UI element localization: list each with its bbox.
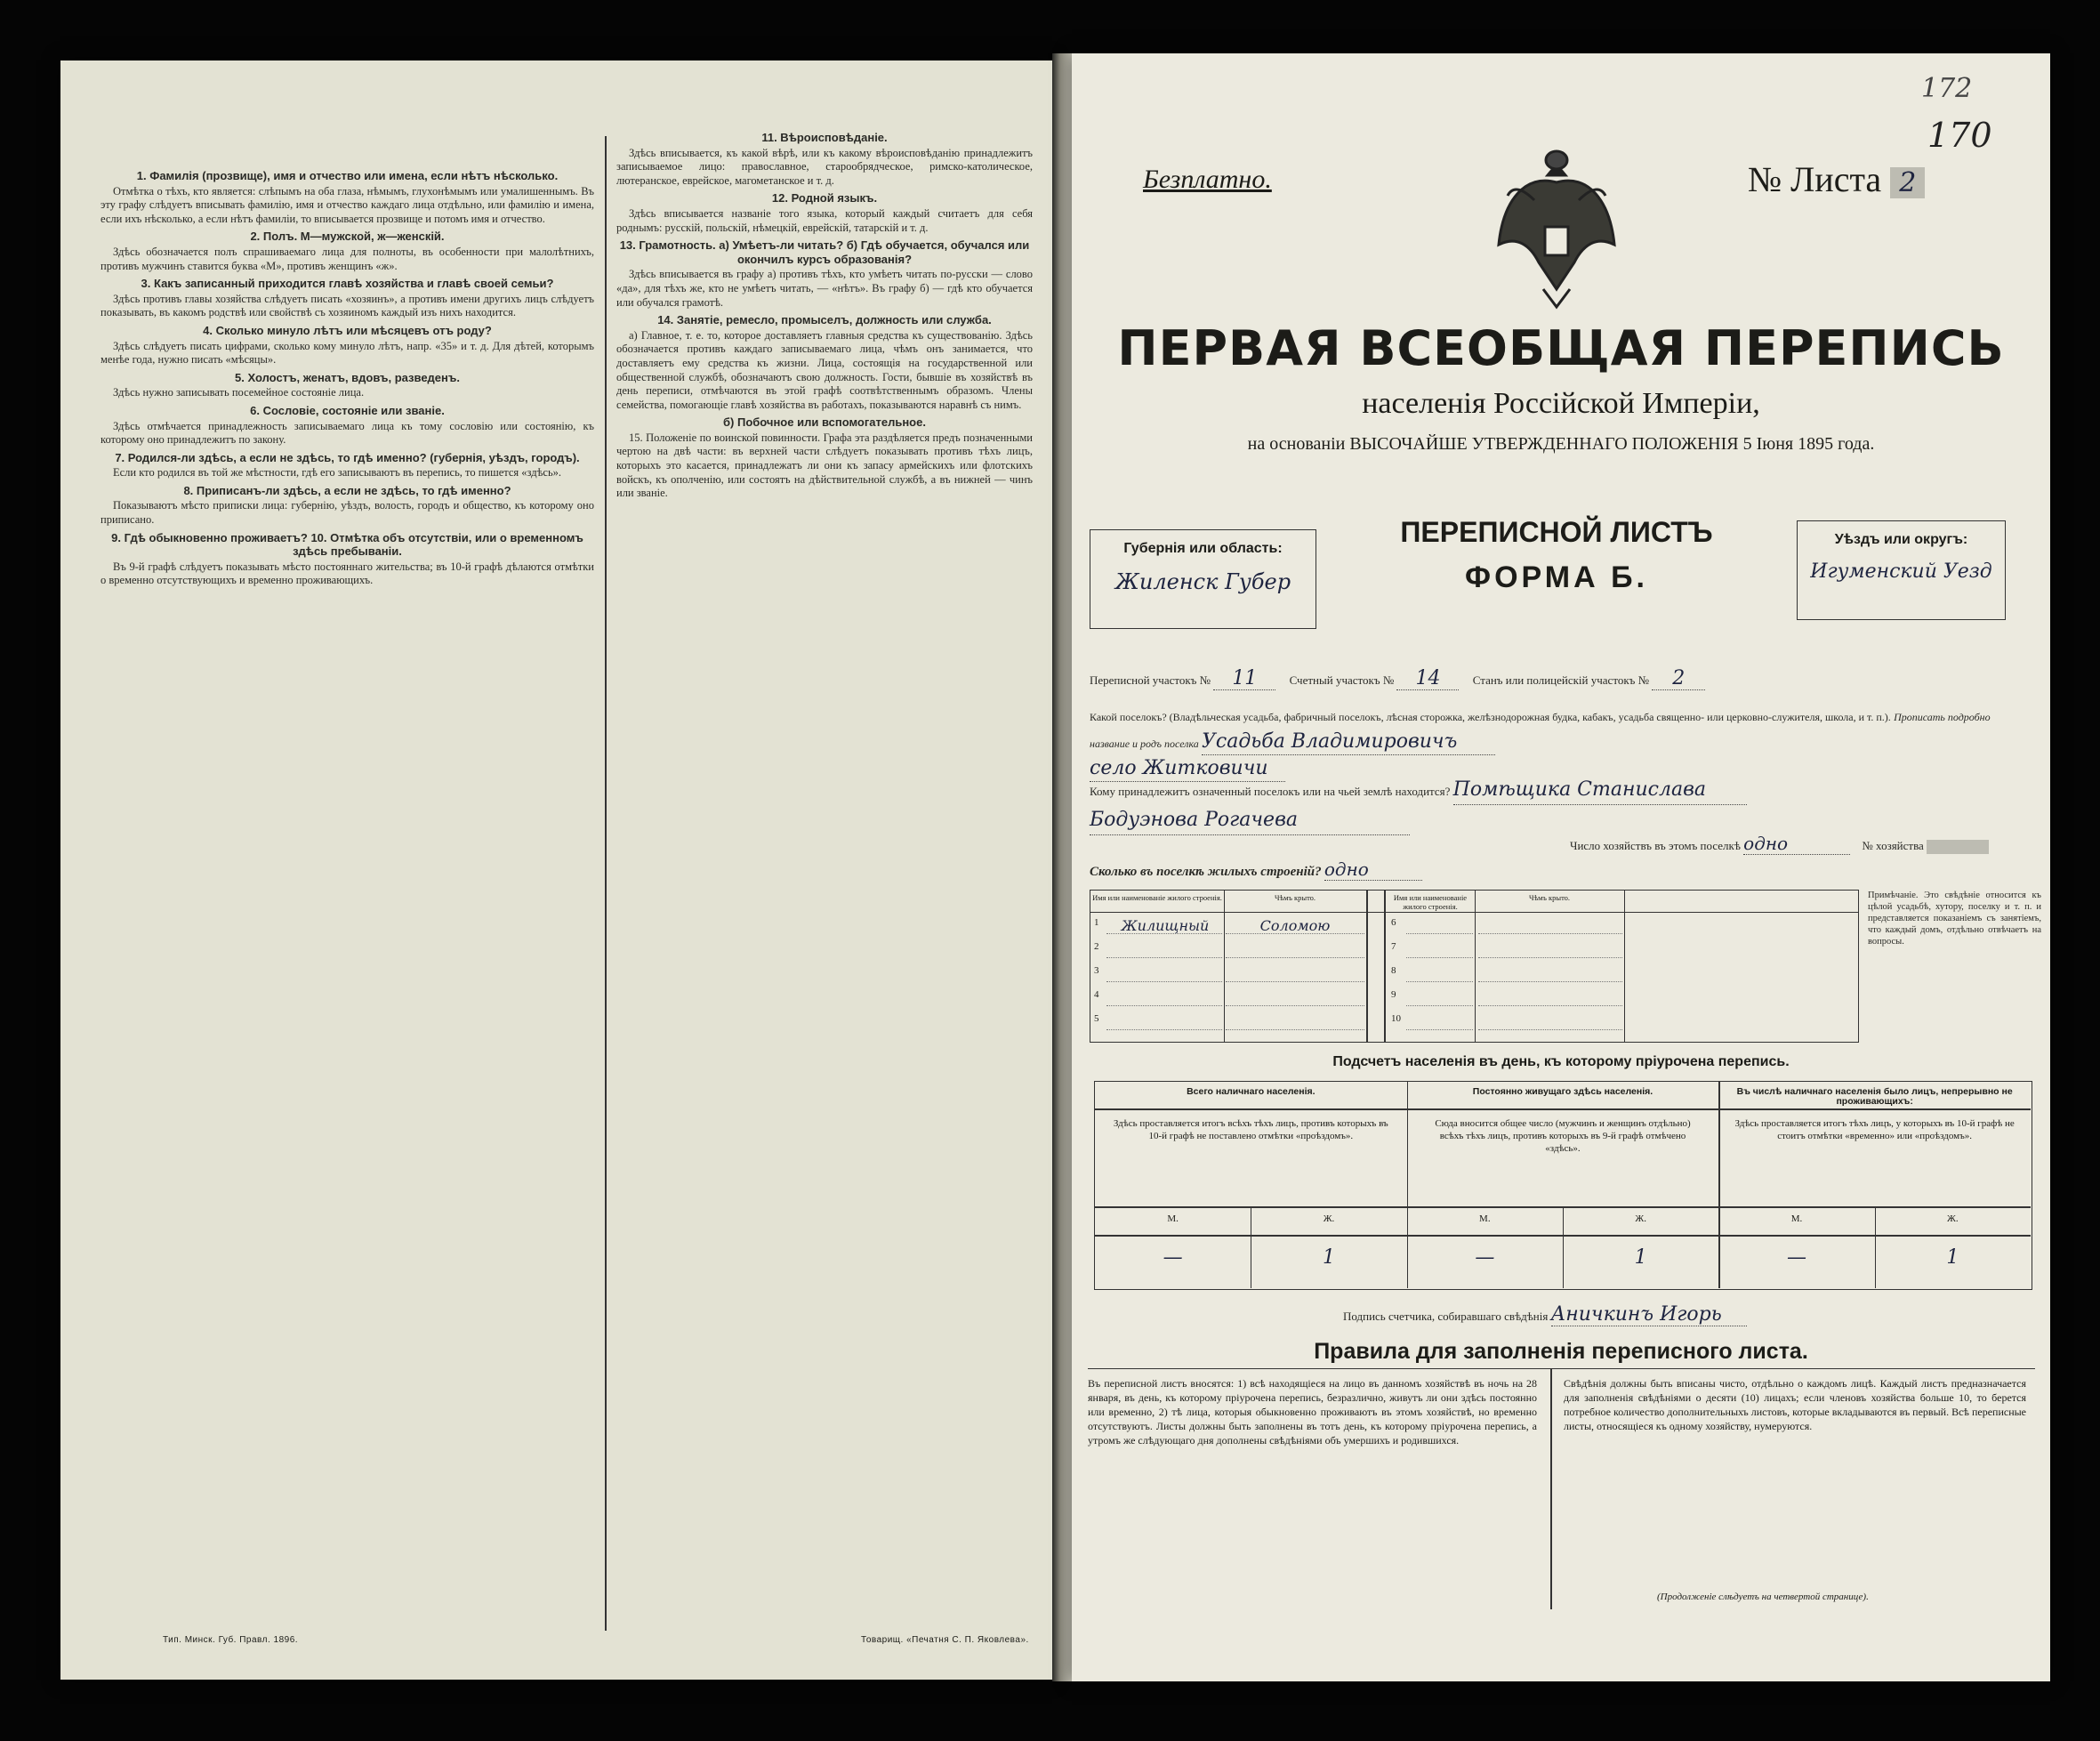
building-1-roof: Соломою [1259, 917, 1331, 934]
sheet-number-label: № Листа [1748, 159, 1882, 199]
table-rule [1406, 981, 1473, 982]
sex-count-value: — [1163, 1246, 1183, 1269]
table-rule [1475, 891, 1476, 1042]
buildings-line [1090, 858, 1422, 881]
table-rule [1226, 981, 1364, 982]
table-rule [1090, 912, 1858, 913]
settlement-line [1090, 705, 2032, 783]
imperial-eagle-icon [1490, 147, 1623, 311]
schet-value: 14 [1396, 667, 1459, 690]
sheet-number-value: 2 [1890, 167, 1925, 198]
rules-left-text: Въ переписной листъ вносятся: 1) всѣ находящіеся на лицо въ данномъ хозяйствѣ въ ночь на 28 января, въ день, къ которому пріурочена перепись, безразлично, живутъ ли они здѣсь постоянно или временно, 2) тѣ лица, которыя обыкновенно проживаютъ въ этомъ хозяйствѣ, но временно отсутствуютъ. Листы должны быть заполнены въ тотъ день, къ которому пріурочена перепись, а утромъ же слѣдующаго дня дополнены свѣдѣніями объ умершихъ и родившихся. [1088, 1377, 1537, 1447]
owner-value: Помѣщика Станислава [1453, 776, 1747, 805]
buildings-value: одно [1324, 858, 1422, 881]
table-rule [1224, 891, 1225, 1042]
household-no-value [1927, 840, 1989, 854]
settlement-label: Какой поселокъ? (Владѣльческая усадьба, фабричный поселокъ, лѣсная сторожка, желѣзнодорожная будка, кабакъ, усадьба священно- или церковно-служителя, школа, и т. п.). [1090, 711, 1891, 723]
book-spine [1052, 53, 1072, 1681]
table-rule [1366, 891, 1368, 1042]
column-divider [605, 136, 607, 1631]
signature-value: Аничкинъ Игорь [1551, 1303, 1747, 1326]
table-rule [1106, 957, 1222, 958]
count-column-header: Всего наличнаго населенія. [1187, 1086, 1316, 1097]
form-title: ПЕРЕПИСНОЙ ЛИСТЪ [1400, 516, 1713, 548]
instruction-text: 15. Положеніе по воинской повинности. Графа эта раздѣляется предъ позначенными чертою на двѣ части: въ верхней части слѣдуетъ показывать противъ тѣхъ лицъ, которыхъ это касается, принадлежатъ ли они къ запасу армейскихъ или флотскихъ войскъ, къ ополченію, или состоятъ на дѣйствительной службѣ, а въ нижней — чинъ или званіе. [616, 431, 1033, 500]
building-row-number: 3 [1094, 965, 1099, 976]
uezd-box [1797, 520, 2006, 620]
sex-header: Ж. [1635, 1213, 1646, 1224]
sex-count-value: — [1786, 1246, 1806, 1269]
table-rule [1106, 981, 1222, 982]
households-label: Число хозяйствъ въ этомъ поселкѣ [1570, 839, 1741, 852]
count-column-header: Постоянно живущаго здѣсь населенія. [1472, 1086, 1653, 1097]
rules-right-text: Свѣдѣнія должны быть вписаны чисто, отдѣльно о каждомъ лицѣ. Каждый листъ предназначается для заполненія свѣдѣніями о десяти (10) лицахъ; если членовъ хозяйства больше 10, то берется потребное количество дополнительныхъ листовъ, которые вкладываются въ первый. Всѣ переписные листы, относящіеся къ одному хозяйству, нумеруются. [1564, 1377, 2026, 1432]
instruction-text: Отмѣтка о тѣхъ, кто является: слѣпымъ на оба глаза, нѣмымъ, глухонѣмымъ или умалишеннымъ. Въ эту графу слѣдуетъ вписывать фамилію, имя и отчество каждаго лица отдѣльно, или фамилію и имена, если ихъ нѣсколько, а если нѣтъ фамиліи, то вписывается прозвище и потомъ имя и отчество. [101, 184, 594, 225]
table-rule [1406, 1029, 1473, 1030]
building-column-header: Имя или наименованіе жилого строенія. [1092, 893, 1222, 902]
population-count-table [1094, 1081, 2032, 1290]
schet-label: Счетный участокъ № [1289, 673, 1395, 687]
building-row-number: 2 [1094, 941, 1099, 952]
sex-count-value: — [1475, 1246, 1495, 1269]
instruction-heading: 12. Родной языкъ. [771, 191, 878, 206]
instruction-heading: 9. Гдѣ обыкновенно проживаетъ? 10. Отмѣтка объ отсутствіи, или о временномъ здѣсь пребываніи. [111, 530, 583, 559]
instruction-text: Здѣсь вписывается названіе того языка, который каждый считаетъ для себя роднымъ: русскій, польскій, нѣмецкій, еврейскій, татарскій и т. д. [616, 206, 1033, 234]
owner-line [1090, 776, 2032, 836]
building-row-number: 1 [1094, 917, 1099, 928]
sex-count-value: 1 [1946, 1246, 1959, 1269]
instruction-text: Если кто родился въ той же мѣстности, гдѣ его записываютъ въ перепись, то пишется «здѣсь». [113, 466, 562, 480]
instruction-heading: 6. Сословіе, состояніе или званіе. [250, 403, 445, 417]
settlement-value: Усадьба Владимировичъ [1202, 729, 1495, 755]
perep-label: Переписной участокъ № [1090, 673, 1211, 687]
table-rule [1095, 1108, 2031, 1110]
census-basis: на основаніи ВЫСОЧАЙШЕ УТВЕРЖДЕННАГО ПОЛОЖЕНІЯ 5 Іюня 1895 года. [1247, 434, 1875, 454]
instruction-heading: б) Побочное или вспомогательное. [723, 415, 926, 430]
instruction-heading: 8. Приписанъ-ли здѣсь, а если не здѣсь, то гдѣ именно? [183, 483, 511, 497]
sheet-number [1748, 158, 1925, 200]
instruction-text: Здѣсь вписывается въ графу а) противъ тѣхъ, кто умѣетъ читать по-русски — слово «да», для тѣхъ же, кто не умѣетъ читать, — «нѣтъ». Въ графу б) — гдѣ кто обучается или обучался грамотѣ. [616, 268, 1033, 309]
free-label: Безплатно. [1143, 165, 1272, 194]
owner-value-2: Бодуэнова Рогачева [1090, 806, 1410, 835]
census-subtitle: населенія Россійской Имперіи, [1362, 387, 1760, 420]
instructions-column-1 [101, 165, 594, 1624]
right-footer-printer: Товарищ. «Печатня С. П. Яковлева». [861, 1635, 1029, 1645]
table-rule [1478, 957, 1622, 958]
instruction-text: Здѣсь отмѣчается принадлежность записываемаго лица къ тому сословію или состоянію, къ которому оно принадлежитъ по закону. [101, 419, 594, 447]
building-1-name: Жилищный [1121, 917, 1210, 934]
building-row-number: 4 [1094, 989, 1099, 1000]
settlement-value-2: село Житковичи [1090, 756, 1285, 782]
household-no-label: № хозяйства [1862, 839, 1924, 852]
uezd-label: Уѣздъ или округъ: [1834, 532, 1968, 547]
census-form-page [1072, 53, 2050, 1681]
gubernia-label: Губернія или область: [1123, 541, 1283, 556]
instructions-column-2 [616, 127, 1033, 1631]
table-rule [1226, 957, 1364, 958]
table-rule [1226, 1029, 1364, 1030]
instruction-heading: 13. Грамотность. а) Умѣетъ-ли читать? б) Гдѣ обучается, обучался или окончилъ курсъ образованія? [619, 238, 1030, 266]
instruction-heading: 2. Полъ. М—мужской, ж—женскій. [250, 230, 445, 244]
building-column-header: Имя или наименованіе жилого строенія. [1393, 893, 1468, 911]
left-instructions-page [60, 60, 1052, 1680]
building-row-number: 8 [1391, 965, 1396, 976]
instruction-text: а) Главное, т. е. то, которое доставляетъ главныя средства къ существованію. Здѣсь обозначается противъ каждаго записываемаго лица, чѣмъ онъ занимается, что доставляетъ ему средства къ жизни. Лица, состоящія на государственной или общественной службѣ, обозначаютъ свою должность. Гости, бывшіе въ хозяйствѣ въ день переписи, отмѣчаются въ этой графѣ соотвѣтственнымъ образомъ. Члены семейства, помогающіе главѣ хозяйства въ работахъ, показываются наравнѣ съ нимъ. [616, 328, 1033, 411]
archive-stamp-bottom: 170 [1927, 116, 1992, 155]
building-row-number: 10 [1391, 1013, 1401, 1024]
gubernia-box [1090, 529, 1316, 629]
instruction-heading: 7. Родился-ли здѣсь, а если не здѣсь, то гдѣ именно? (губернія, уѣздъ, городъ). [115, 450, 580, 464]
table-rule [1478, 933, 1622, 934]
table-rule [1384, 891, 1386, 1042]
sex-count-value: 1 [1322, 1246, 1335, 1269]
buildings-table [1090, 890, 1859, 1043]
table-rule [1478, 981, 1622, 982]
census-title: ПЕРВАЯ ВСЕОБЩАЯ ПЕРЕПИСЬ [1117, 320, 2005, 376]
households-line [1570, 833, 1989, 855]
count-title: Подсчетъ населенія въ день, къ которому пріурочена перепись. [1332, 1054, 1790, 1069]
building-row-number: 5 [1094, 1013, 1099, 1024]
count-column-header: Въ числѣ наличнаго населенія было лицъ, непрерывно не проживающихъ: [1736, 1086, 2013, 1107]
instruction-heading: 1. Фамилія (прозвище), имя и отчество или имена, если нѣтъ нѣсколько. [136, 169, 559, 182]
table-rule [1406, 957, 1473, 958]
table-rule [1106, 1005, 1222, 1006]
instruction-text: Показываютъ мѣсто приписки лица: губернію, уѣздъ, волость, городъ и общество, къ которому оно приписано. [101, 499, 594, 527]
gubernia-value: Жиленск Губер [1114, 569, 1291, 594]
instruction-heading: 4. Сколько минуло лѣтъ или мѣсяцевъ отъ роду? [203, 323, 492, 337]
table-rule [1624, 891, 1625, 1042]
count-column-text: Сюда вносится общее число (мужчинъ и женщинъ отдѣльно) всѣхъ тѣхъ лицъ, противъ которыхъ въ 9-й графѣ отмѣчено «здѣсь». [1435, 1118, 1691, 1154]
building-row-number: 7 [1391, 941, 1396, 952]
signature-label: Подпись счетчика, собиравшаго свѣдѣнія [1343, 1310, 1549, 1323]
instruction-heading: 14. Занятіе, ремесло, промыселъ, должность или служба. [657, 313, 992, 327]
table-rule [1478, 1029, 1622, 1030]
rules-box [1088, 1368, 2035, 1622]
building-row-number: 6 [1391, 917, 1396, 928]
rules-continued: (Продолженіе слѣдуетъ на четвертой странице). [1657, 1592, 1869, 1602]
rules-title: Правила для заполненія переписного листа. [1314, 1339, 1808, 1364]
instruction-text: Здѣсь нужно записывать посемейное состояніе лица. [113, 386, 365, 399]
instruction-heading: 11. Вѣроисповѣданіе. [761, 131, 888, 144]
stan-label: Станъ или полицейскій участокъ № [1472, 673, 1650, 687]
instruction-heading: 5. Холостъ, женатъ, вдовъ, разведенъ. [235, 370, 460, 384]
precinct-line [1090, 667, 2032, 690]
table-rule [1406, 1005, 1473, 1006]
table-rule [1226, 1005, 1364, 1006]
sex-header: Ж. [1323, 1213, 1335, 1224]
stan-value: 2 [1652, 667, 1705, 690]
buildings-note: Примѣчаніе. Это свѣдѣніе относится къ цѣлой усадьбѣ, хутору, поселку и т. п. и представляется показаніемъ съ занятіемъ, что каждый домъ, отдѣльно отвѣчаетъ на вопросы. [1868, 891, 2041, 947]
building-column-header: Чѣмъ крыто. [1528, 893, 1571, 902]
sex-header: М. [1790, 1213, 1803, 1224]
instruction-heading: 3. Какъ записанный приходится главѣ хозяйства и главѣ своей семьи? [141, 277, 554, 291]
table-rule [1478, 1005, 1622, 1006]
table-rule [1406, 933, 1473, 934]
instruction-text: Въ 9-й графѣ слѣдуетъ показывать мѣсто постояннаго жительства; въ 10-й графѣ дѣлаются отмѣтки о временно отсутствующихъ и временно проживающихъ. [101, 560, 594, 587]
instruction-text: Здѣсь противъ главы хозяйства слѣдуетъ писать «хозяинъ», а противъ имени другихъ лицъ слѣдуетъ показывать, въ какомъ родствѣ или свойствѣ съ хозяиномъ каждый изъ нихъ находится. [101, 292, 594, 319]
instruction-text: Здѣсь слѣдуетъ писать цифрами, сколько кому минуло лѣтъ, напр. «35» и т. д. Для дѣтей, которымъ менѣе года, нужно писать «мѣсяцы». [101, 339, 594, 367]
form-subtitle: ФОРМА Б. [1465, 560, 1648, 594]
instruction-text: Здѣсь обозначается полъ спрашиваемаго лица для полноты, въ особенности при малолѣтнихъ, противъ мужчинъ ставится буква «М», противъ женщинъ «ж». [101, 245, 594, 272]
owner-label: Кому принадлежитъ означенный поселокъ или на чьей землѣ находится? [1090, 785, 1451, 798]
uezd-value: Игуменский Уезд [1810, 560, 1992, 583]
building-row-number: 9 [1391, 989, 1396, 1000]
rules-divider [1550, 1369, 1552, 1609]
buildings-label: Сколько въ поселкѣ жилыхъ строеній? [1090, 865, 1322, 879]
signature-line [1343, 1303, 1747, 1326]
sex-header: М. [1479, 1213, 1491, 1224]
count-column-text: Здѣсь проставляется итогъ тѣхъ лицъ, у которыхъ въ 10-й графѣ не стоитъ отмѣтки «временно» или «проѣздомъ». [1734, 1118, 2015, 1141]
sex-header: М. [1167, 1213, 1179, 1224]
count-column-text: Здѣсь проставляется итогъ всѣхъ тѣхъ лицъ, противъ которыхъ въ 10-й графѣ не поставлено отмѣтки «проѣздомъ». [1113, 1118, 1388, 1141]
left-footer-printer: Тип. Минск. Губ. Правл. 1896. [163, 1635, 299, 1645]
table-rule [1106, 1029, 1222, 1030]
instruction-text: Здѣсь вписывается, къ какой вѣрѣ, или къ какому вѣроисповѣданію принадлежитъ записываемое лицо: православное, старообрядческое, римско-католическое, лютеранское, еврейское, магометанское и т. д. [616, 146, 1033, 187]
settlement-hint: Прописать подробно название и родъ поселка [1090, 711, 1991, 750]
building-column-header: Чѣмъ крыто. [1274, 893, 1316, 902]
perep-value: 11 [1213, 667, 1275, 690]
households-value: одно [1743, 833, 1850, 855]
sex-count-value: 1 [1634, 1246, 1647, 1269]
archive-stamp-top: 172 [1921, 73, 1973, 104]
sex-header: Ж. [1947, 1213, 1959, 1224]
